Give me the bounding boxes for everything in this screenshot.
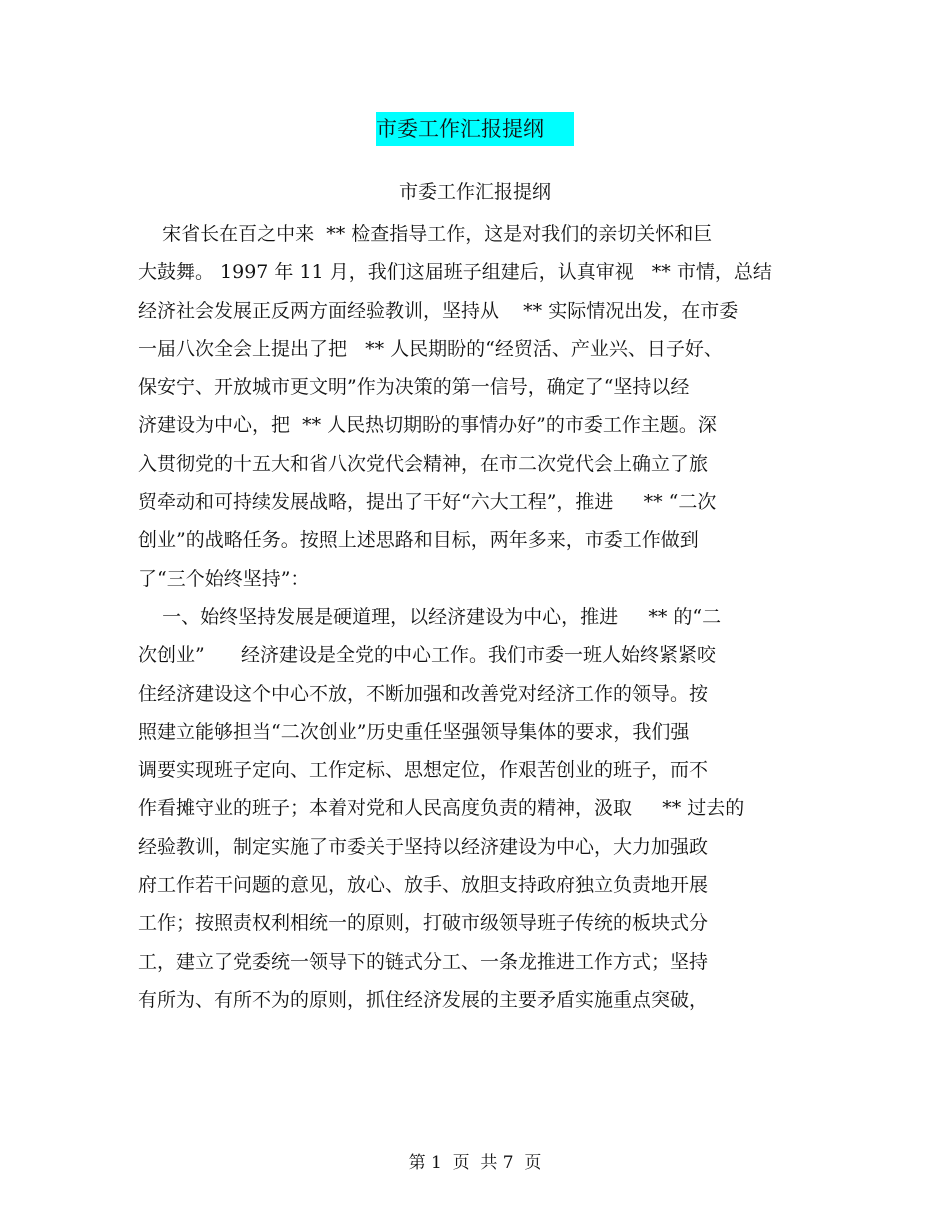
body-line: 贸牵动和可持续发展战略，提出了干好“六大工程”，推进 ** “二次: [138, 491, 717, 514]
body-line: 调要实现班子定向、工作定标、思想定位，作艰苦创业的班子，而不: [138, 759, 709, 782]
body-line: 住经济建设这个中心不放，不断加强和改善党对经济工作的领导。按: [138, 682, 709, 705]
body-line: 保安宁、开放城市更文明”作为决策的第一信号，确定了“坚持以经: [138, 376, 690, 399]
document-subtitle: 市委工作汇报提纲: [398, 181, 551, 203]
body-line: 有所为、有所不为的原则，抓住经济发展的主要矛盾实施重点突破，: [138, 988, 709, 1011]
body-line: 作看摊守业的班子；本着对党和人民高度负责的精神，汲取 ** 过去的: [138, 797, 745, 820]
body-line: 经验教训，制定实施了市委关于坚持以经济建设为中心，大力加强政: [138, 835, 709, 858]
document-body: [138, 215, 818, 1019]
body-line: 入贯彻党的十五大和省八次党代会精神，在市二次党代会上确立了旅: [138, 452, 709, 475]
document-title: 市委工作汇报提纲: [376, 112, 574, 146]
body-line: 一届八次全会上提出了把 ** 人民期盼的“经贸活、产业兴、日子好、: [138, 337, 723, 360]
body-line: 府工作若干问题的意见，放心、放手、放胆支持政府独立负责地开展: [138, 874, 709, 897]
body-line: 大鼓舞。 1997 年 11 月，我们这届班子组建后，认真审视 ** 市情，总结: [138, 261, 772, 284]
page-number-footer: 第 1 页 共 7 页: [408, 1153, 542, 1173]
body-line: 工作；按照责权利相统一的原则，打破市级领导班子传统的板块式分: [138, 912, 709, 935]
body-line: 创业”的战略任务。按照上述思路和目标，两年多来，市委工作做到: [138, 529, 699, 552]
body-line: 宋省长在百之中来 ** 检查指导工作，这是对我们的亲切关怀和巨: [138, 223, 713, 245]
body-line: 工，建立了党委统一领导下的链式分工、一条龙推进工作方式；坚持: [138, 950, 709, 973]
body-line: 了“三个始终坚持”：: [138, 567, 310, 590]
body-line: 经济社会发展正反两方面经验教训，坚持从 ** 实际情况出发，在市委: [138, 299, 739, 322]
body-line: 次创业” 经济建设是全党的中心工作。我们市委一班人始终紧紧咬: [138, 644, 716, 667]
body-line: 一、始终坚持发展是硬道理，以经济建设为中心，推进 ** 的“二: [138, 605, 722, 628]
body-line: 照建立能够担当“二次创业”历史重任坚强领导集体的要求，我们强: [138, 720, 690, 743]
body-line: 济建设为中心，把 ** 人民热切期盼的事情办好”的市委工作主题。深: [138, 414, 717, 437]
